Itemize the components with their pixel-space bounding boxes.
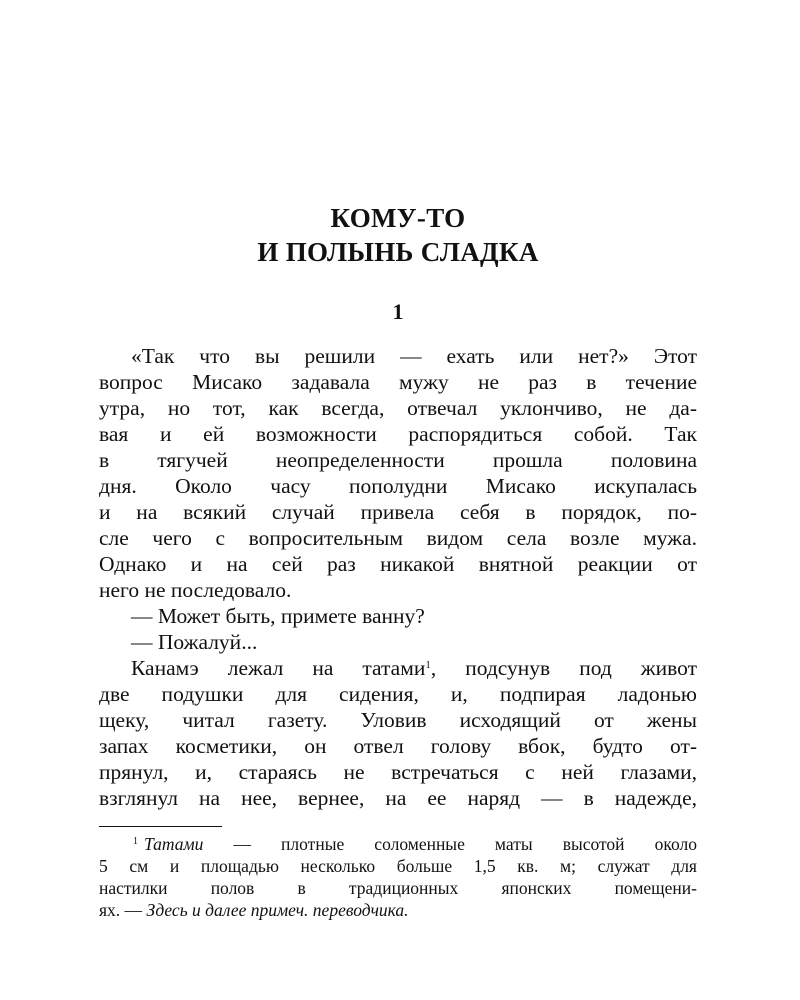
text-line (99, 655, 697, 681)
footnote-text: ях. — (99, 900, 147, 920)
text-line: запах косметики, он отвел голову вбок, будто от- (99, 734, 697, 758)
text-line: Однако и на сей раз никакой внятной реакции от (99, 552, 697, 576)
text-line: в тягучей неопределенности прошла половина (99, 448, 697, 472)
footnote-divider (99, 826, 222, 827)
text-line: прянул, и, стараясь не встречаться с ней глазами, (99, 760, 697, 784)
dialogue-line: — Пожалуй... (131, 630, 258, 654)
book-page (99, 0, 697, 1000)
text-line: утра, но тот, как всегда, отвечал уклончиво, не да- (99, 396, 697, 420)
chapter-number: 1 (392, 299, 404, 324)
text-line: него не последовало. (99, 578, 292, 602)
text-segment: , подсунув под живот (430, 656, 698, 680)
text-line: две подушки для сидения, и, подпирая ладонью (99, 682, 697, 706)
text-line: вая и ей возможности распорядиться собой. Так (99, 422, 697, 446)
chapter-title-line-1: КОМУ-ТО (330, 203, 466, 233)
translator-note: Здесь и далее примеч. переводчика. (146, 900, 409, 920)
footnote-text: — плотные соломенные маты высотой около (203, 834, 697, 854)
footnote-marker: 1 (133, 836, 138, 847)
text-line: взглянул на нее, вернее, на ее наряд — в надежде, (99, 786, 697, 810)
text-line: и на всякий случай привела себя в порядок, по- (99, 500, 697, 524)
text-line: «Так что вы решили — ехать или нет?» Этот (131, 344, 697, 368)
dialogue-line: — Может быть, примете ванну? (131, 604, 425, 628)
text-segment: Канамэ лежал на татами (131, 656, 426, 680)
footnote-line (99, 899, 697, 921)
footnote-line: 5 см и площадью несколько больше 1,5 кв. м; служат для (99, 856, 697, 876)
chapter-title-line-2: И ПОЛЫНЬ СЛАДКА (257, 237, 539, 267)
footnote-line (99, 833, 697, 855)
footnote-term: Татами (144, 834, 204, 854)
text-line: дня. Около часу пополудни Мисако искупалась (99, 474, 697, 498)
footnote-line: настилки полов в традиционных японских помещени- (99, 878, 697, 898)
text-line: вопрос Мисако задавала мужу не раз в течение (99, 370, 697, 394)
text-line: сле чего с вопросительным видом села возле мужа. (99, 526, 697, 550)
text-line: щеку, читал газету. Уловив исходящий от жены (99, 708, 697, 732)
footnote-reference[interactable]: 1 (425, 659, 431, 671)
